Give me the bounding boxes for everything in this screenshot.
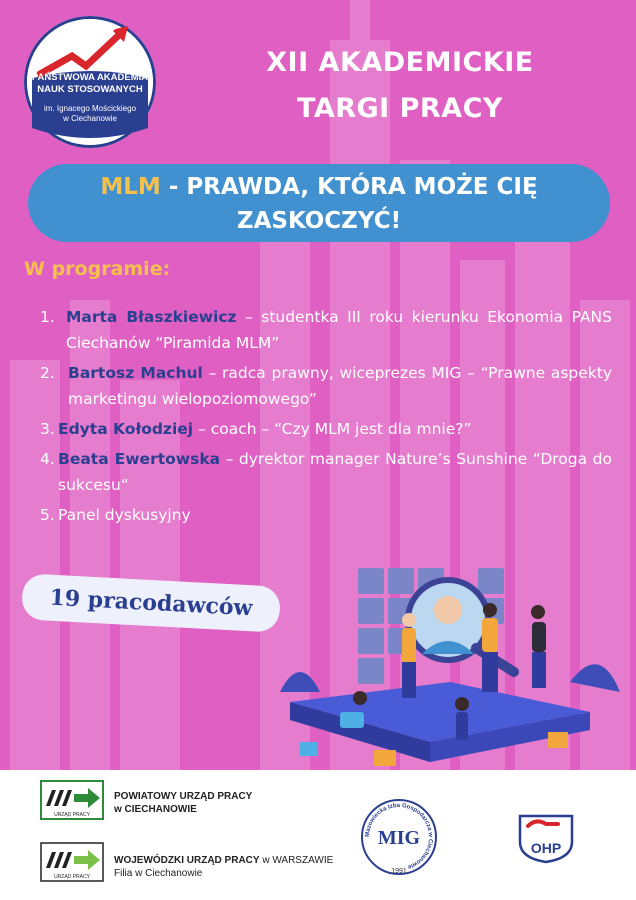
wup-logo-icon (40, 842, 104, 882)
pans-logo (24, 16, 156, 148)
mig-logo (360, 798, 438, 876)
pup-name-line2: w CIECHANOWIE (114, 804, 197, 815)
program-item-number: 4. (40, 450, 55, 468)
pans-logo-line1: PAŃSTWOWA AKADEMIA (31, 72, 149, 83)
program-item-number: 1. (40, 308, 55, 326)
pans-logo-line4: w Ciechanowie (63, 114, 117, 123)
speaker-name: Bartosz Machul (68, 364, 203, 382)
speaker-name: Edyta Kołodziej (58, 420, 194, 438)
ohp-label: OHP (530, 840, 562, 856)
program-heading: W programie: (24, 258, 171, 280)
banner-highlight: MLM (100, 174, 161, 200)
wup-logo-badge: URZĄD PRACY (54, 874, 90, 880)
program-item-number: 2. (40, 364, 55, 382)
program-item (40, 502, 612, 528)
banner-line1 (28, 170, 610, 204)
speaker-description: – radca prawny, wiceprezes MIG – “Prawne aspekty marketingu wielopoziomowego” (68, 364, 612, 408)
program-item (40, 304, 612, 356)
speaker-name: Beata Ewertowska (58, 450, 221, 468)
banner-text-line1: - PRAWDA, KTÓRA MOŻE CIĘ (160, 174, 538, 200)
wup-name-rest: w WARSZAWIE (259, 855, 334, 866)
mig-year: 1991 (391, 868, 407, 875)
pup-logo-icon (40, 780, 104, 820)
title-line2: TARGI PRACY (297, 93, 503, 124)
program-item (40, 416, 612, 442)
program-list (40, 304, 612, 528)
speaker-description: – studentka III roku kierunku Ekonomia PANS Ciechanów “Piramida MLM” (66, 308, 612, 352)
speaker-description: – coach – “Czy MLM jest dla mnie?” (193, 420, 472, 438)
mig-logo-text: MIG (377, 827, 421, 849)
wup-name-bold: WOJEWÓDZKI URZĄD PRACY (114, 855, 260, 866)
pup-name-line1: POWIATOWY URZĄD PRACY (114, 791, 253, 802)
speaker-description: – dyrektor manager Nature’s Sunshine “Droga do sukcesu“ (58, 450, 612, 494)
pans-logo-line2: NAUK STOSOWANYCH (37, 84, 143, 95)
speaker-name: Marta Błaszkiewicz (66, 308, 237, 326)
mig-ring-text: Mazowiecka Izba Gospodarcza w Ciechanowie (364, 802, 434, 870)
page-title (200, 40, 600, 132)
pans-logo-line3: im. Ignacego Mościckiego (43, 104, 137, 113)
banner-text-line2: ZASKOCZYĆ! (236, 208, 402, 234)
wup-name-line2: Filia w Ciechanowie (114, 868, 203, 879)
wup-name (114, 854, 333, 880)
program-item (40, 446, 612, 498)
program-item-number: 5. (40, 506, 55, 524)
pup-name (114, 790, 252, 816)
pup-logo-badge: URZĄD PRACY (54, 812, 90, 818)
topic-banner (28, 164, 610, 242)
employers-badge: 19 pracodawców (21, 573, 281, 632)
speaker-description: Panel dyskusyjny (58, 506, 191, 524)
program-item (40, 360, 612, 412)
title-line1: XII AKADEMICKIE (266, 47, 534, 78)
program-item-number: 3. (40, 420, 55, 438)
recruitment-illustration (270, 562, 630, 768)
wup-name-line1 (114, 854, 333, 867)
